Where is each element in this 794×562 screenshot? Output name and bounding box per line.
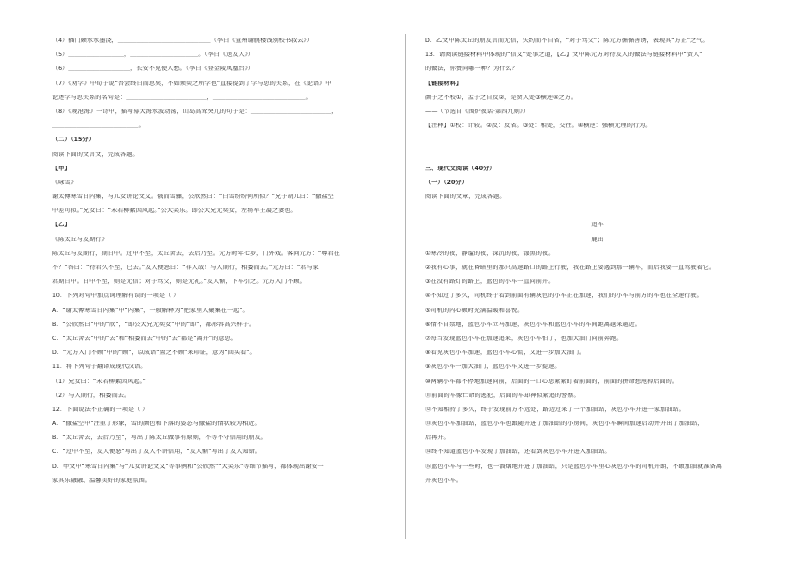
left-text-line: （6）＿＿＿＿＿＿＿＿＿＿，长安不见使人愁。（李白《登金陵凤凰台》） — [52, 66, 254, 73]
right-text-line: ⑬灰色小车加油站，蓝色小车也跟随开进了加油站的小房间，灰色小车瞬间加速启动并开出了加油站， — [425, 421, 704, 428]
right-text-line: ⑨灰色小车一加大油门，蓝色小车又进一步提速。 — [425, 364, 561, 371]
left-text-line: 不？”答曰：“待君久不至，已去。”友人便怒曰：“非人哉！与人期行，相委而去。”元方曰：“君与家 — [52, 265, 319, 271]
left-text-line: 12．下面说法不正确的一项是（ ） — [52, 406, 149, 413]
right-text-line — [425, 208, 770, 222]
right-text-line: 开灰色小车。 — [425, 477, 463, 484]
column-divider — [405, 34, 406, 539]
left-text-line: D．“元方入门不顾”中的“顾”，以成语“置之不顾”来印证，意为“回头看”。 — [52, 350, 256, 357]
left-text-line: 【乙】 — [52, 222, 71, 229]
left-text-line: A．“谢太傅寒雪日内集”中“内集”，一般解释为“把家里人聚集在一起”。 — [52, 307, 249, 314]
right-text-line — [425, 137, 770, 151]
right-text-line: 鹿茁 — [591, 236, 604, 243]
left-text-line: （2）与人期行，相委而去。 — [52, 392, 131, 399]
right-column — [425, 38, 770, 492]
right-text-line: ①寒冷的夜，静谧的夜，深沉的夜，漆黑的夜。 — [425, 250, 555, 257]
left-text-line: 10．下列对句中加点词理解有误的一项是（ ） — [52, 293, 180, 300]
right-text-line: 后再开。 — [425, 435, 450, 442]
right-text-line: ⑪前面的车像亡命的逃犯，后面的车却神似紧追的警察。 — [425, 392, 580, 399]
left-text-line: （5）＿＿＿＿＿＿＿＿＿，＿＿＿＿＿＿＿＿＿＿＿。（李白《送友人》） — [52, 52, 254, 59]
left-text-line: （8）《观沧海》一诗中，描写幕大海水波动荡，山岛高耸突兀的句子是：＿＿＿＿＿＿＿＿＿＿＿＿＿， — [52, 108, 338, 115]
right-text-line: ⑩两辆小车都不停地加速向前，后面的一口心思紧紧盯着前面的，前面的拼命想甩掉后面的。 — [425, 378, 679, 385]
right-text-line: ④不知过了多久，司机终于看到前面有辆灰色的小车正在加速，我们的小车与前方的车也在全速行驶。 — [425, 293, 703, 300]
left-text-line: A．“撒盐空中”注重了形象，雪的颜色和下落的姿态与撒盐的情状较为相近。 — [52, 421, 261, 428]
right-text-line: ②我有心事，就在昏暗里的那只高速路口的路上行驶，我在路上要遇到那一辆车，而后我要一直驾驶着它。 — [425, 265, 716, 271]
right-text-line: ⑫不知相持了多久，终于发现前方不远处，路边过来了一个加油站，灰色小车开进一家加油站。 — [425, 406, 685, 413]
right-text-line: 的做法，你赞同哪一种？为什么？ — [425, 66, 518, 73]
left-text-line: B．“太丘舍去，去后乃至”，写出了陈太丘做事有原则，不等不守信用的朋友。 — [52, 435, 267, 442]
right-text-line: 13．请阅读链接材料中体现的“信义”处事之道，【乙】文中陈元方对待友人的做法与链接材料中“贾人” — [425, 52, 703, 59]
left-text-line: （二）（15分） — [52, 137, 95, 144]
left-text-line: 【甲】 — [52, 165, 71, 172]
right-text-line: ⑤司机的内心顿时充满温暖和喜悦。 — [425, 307, 524, 314]
right-text-line: 颜子之不校①，孟子之自反②，是贤人处③横逆④之方。 — [425, 94, 578, 101]
left-text-line: 论述学与思关系的名句是：＿＿＿＿＿＿＿＿＿＿＿＿＿，＿＿＿＿＿＿＿＿＿＿＿＿＿＿＿。 — [52, 94, 312, 101]
left-text-line: C．“太丘舍去”中的“去”和“相委而去”中的“去”都是“离开”的意思。 — [52, 335, 237, 342]
left-text-line: 《咏雪》 — [52, 179, 77, 186]
right-text-line: D．乙文中陈太丘的朋友言而无信，失约而不自省，“对子骂父”；陈元方循循善诱，表现其“方正”之气。 — [425, 38, 709, 44]
right-text-line: ⑦每当发现蓝色小车在加速追来，灰色小车怕了，也加大油门向前奔跑。 — [425, 335, 623, 342]
left-text-line: （1）兄女曰：“未若柳絮因风起。” — [52, 378, 146, 385]
right-text-line: ——（节选自《围炉夜话·第四九则》） — [425, 108, 530, 115]
left-text-line: 家其乐融融、温馨美好的家庭氛围。 — [52, 477, 151, 484]
left-text-line: （7）《劝学》中荀子说“吾尝终日而思矣，不如须臾之所学也”直接提到了学与思的关系，在《论语》中 — [52, 80, 332, 87]
left-text-line: 君期日中。日中不至，则是无信；对子骂父，则是无礼。”友人惭，下车引之。元方入门不顾。 — [52, 279, 306, 286]
left-text-line: 11．将下列句子翻译成现代汉语。 — [52, 364, 147, 371]
left-text-line: （4）插门颇水水墨浇，＿＿＿＿＿＿＿＿＿＿＿＿＿＿＿（李白《宣州谢朓楼饯别校书叔云》） — [52, 38, 313, 44]
right-text-line: 【链接材料】 — [425, 80, 463, 87]
right-text-line: 追车 — [591, 222, 604, 229]
left-text-line: D．甲文中“寒雪日内集”与“儿女讲论文义”等事例和“公欣然”“大笑乐”等细节描写，都体现出谢安一 — [52, 463, 324, 470]
right-text-line: ⑥情不自禁地，蓝色小车立马加速，灰色小车和蓝色小车的车间距离越来越近。 — [425, 321, 641, 328]
right-text-line: 【注释】①校：计较。②反：反省。③处：相处，交往。④横逆：强横无理的行为。 — [425, 123, 652, 130]
right-text-line: 阅读下面的文章，完成各题。 — [425, 194, 506, 201]
left-text-line: 谢太傅寒雪日内集，与儿女讲论文义。俄而雪骤，公欣然曰：“白雪纷纷何所似？”兄子胡儿曰：“撒盐空 — [52, 194, 334, 201]
left-text-line: B．“公欣然曰”中的“欣”，“即公大兄无奕女”中的“即”，都形容高兴样子。 — [52, 321, 256, 328]
right-text-line: ③在没有路灯的路上，蓝色的小车一直向前开。 — [425, 279, 555, 286]
left-text-line: ＿＿＿＿＿＿＿＿＿＿＿＿＿＿。 — [52, 123, 145, 130]
left-column — [52, 38, 392, 492]
left-text-line: 陈太丘与友期行，期日中。过中不至，太丘舍去，去后乃至。元方时年七岁，门外戏。客问元方：“尊君在 — [52, 250, 340, 257]
left-text-line: 《陈太丘与友期行》 — [52, 236, 108, 243]
right-text-line: ⑮蓝色小车与一些时，也一溜烟地开进了加油站，只是蓝色小车里心灰色小车的司机开朗，不敢加油就准备离 — [425, 463, 722, 470]
right-text-line: ⑭终不知道蓝色小车发现了加油站，还看到灰色小车开进入加油站。 — [425, 449, 611, 456]
left-text-line: C．“过中不至，友人便怒”写出了友人不讲信用，“友人惭”写出了友人知错。 — [52, 449, 261, 456]
left-text-line: 阅读下面的文言文，完成各题。 — [52, 151, 139, 158]
right-text-line: 三、现代文阅读（40分） — [425, 165, 496, 172]
right-text-line — [425, 152, 770, 166]
left-text-line: 中差可拟。”兄女曰：“未若柳絮因风起。”公大笑乐。即公大兄无奕女，左将军王凝之妻也。 — [52, 208, 297, 215]
right-text-line: （一）（20分） — [425, 179, 468, 186]
right-text-line: ⑧看见灰色小车加速，蓝色小车心慌，又进一步加大油门。 — [425, 350, 586, 357]
